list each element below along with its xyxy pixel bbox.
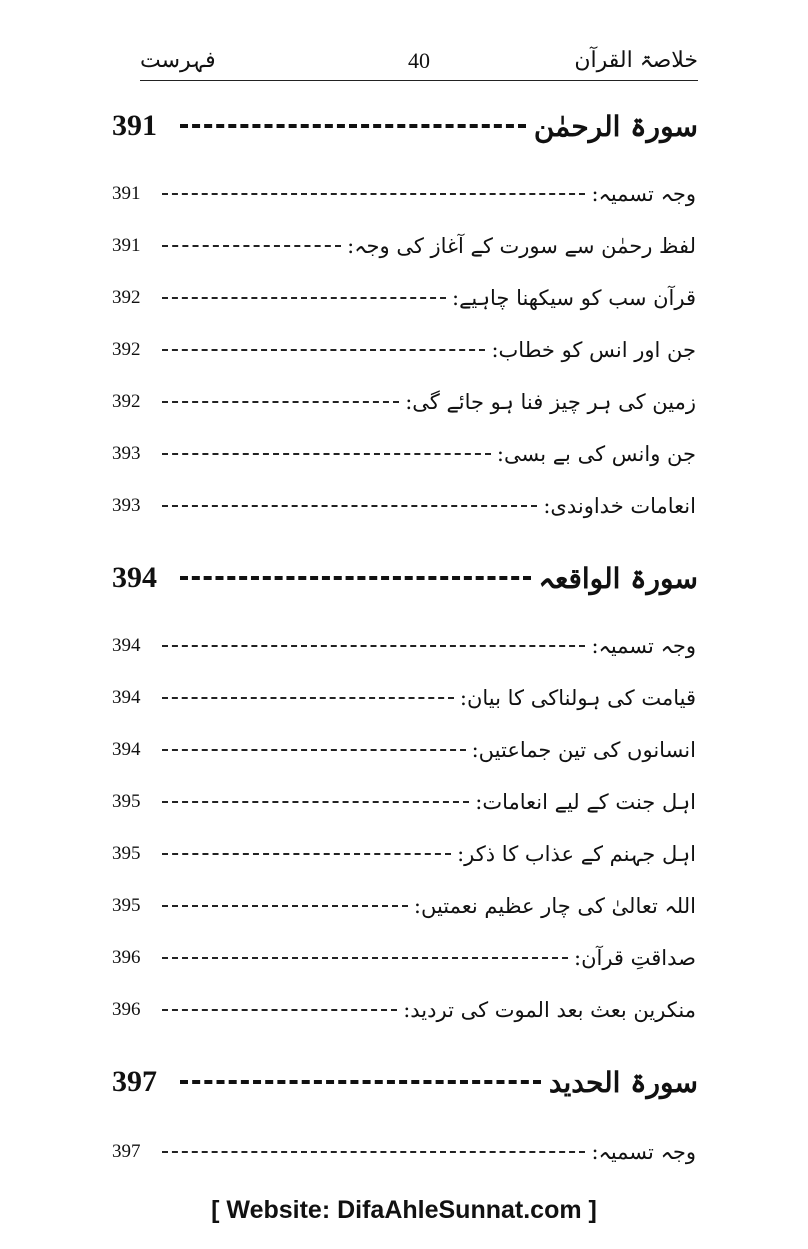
entry-title: اہل جہنم کے عذاب کا ذکر: — [457, 842, 696, 866]
entry-page: 394 — [112, 687, 141, 708]
toc-entry — [112, 626, 696, 666]
leader-dashes — [180, 124, 526, 128]
toc-entry — [112, 678, 696, 718]
entry-page: 392 — [112, 339, 141, 360]
leader-dashes — [162, 297, 446, 299]
toc-entry — [112, 486, 696, 526]
leader-dashes — [162, 905, 408, 907]
leader-dashes — [162, 453, 491, 455]
leader-dashes — [162, 645, 585, 647]
toc-entry — [112, 278, 696, 318]
toc-entry — [112, 938, 696, 978]
entry-title: قرآن سب کو سیکھنا چاہیے: — [452, 286, 696, 310]
entry-title: انسانوں کی تین جماعتیں: — [471, 738, 696, 762]
toc-entry — [112, 886, 696, 926]
leader-dashes — [162, 697, 454, 699]
section-page: 397 — [112, 1065, 157, 1098]
leader-dashes — [162, 853, 451, 855]
leader-dashes — [162, 505, 537, 507]
section-heading — [112, 1058, 698, 1106]
toc-entry — [112, 1132, 696, 1172]
entry-title: وجہ تسمیہ: — [591, 1140, 696, 1164]
entry-page: 395 — [112, 791, 141, 812]
entry-page: 394 — [112, 739, 141, 760]
leader-dashes — [162, 193, 585, 195]
toc-entry — [112, 330, 696, 370]
leader-dashes — [162, 749, 466, 751]
entry-title: لفظ رحمٰن سے سورت کے آغاز کی وجہ: — [347, 234, 696, 258]
entry-title: اللہ تعالیٰ کی چار عظیم نعمتیں: — [413, 894, 696, 918]
entry-page: 392 — [112, 287, 141, 308]
entry-page: 391 — [112, 183, 141, 204]
toc-entry — [112, 382, 696, 422]
header-page-number: 40 — [408, 48, 430, 73]
section-title: سورۃ الرحمٰن — [533, 109, 698, 143]
entry-title: اہل جنت کے لیے انعامات: — [475, 790, 696, 814]
entry-page: 397 — [112, 1141, 141, 1162]
entry-title: قیامت کی ہولناکی کا بیان: — [459, 686, 696, 710]
entry-page: 396 — [112, 947, 141, 968]
entry-page: 392 — [112, 391, 141, 412]
section-page: 391 — [112, 109, 157, 142]
header-section: فہرست — [140, 48, 216, 73]
page-header — [140, 44, 698, 81]
leader-dashes — [162, 401, 399, 403]
entry-page: 394 — [112, 635, 141, 656]
leader-dashes — [162, 957, 568, 959]
leader-dashes — [162, 1151, 585, 1153]
entry-page: 393 — [112, 443, 141, 464]
section-title: سورۃ الواقعہ — [538, 561, 698, 595]
entry-title: انعامات خداوندی: — [543, 494, 696, 518]
entry-title: منکرین بعث بعد الموت کی تردید: — [403, 998, 696, 1022]
toc-entry — [112, 174, 696, 214]
header-book-title: خلاصۃ القرآن — [574, 48, 698, 73]
entry-page: 395 — [112, 843, 141, 864]
entry-title: صداقتِ قرآن: — [574, 946, 696, 970]
toc-entry — [112, 434, 696, 474]
entry-title: جن وانس کی بے بسی: — [496, 442, 696, 466]
entry-page: 391 — [112, 235, 141, 256]
section-title: سورۃ الحدید — [548, 1065, 698, 1099]
section-page: 394 — [112, 561, 157, 594]
toc-entry — [112, 226, 696, 266]
leader-dashes — [162, 349, 485, 351]
entry-title: جن اور انس کو خطاب: — [491, 338, 696, 362]
leader-dashes — [162, 801, 469, 803]
leader-dashes — [162, 1009, 397, 1011]
entry-title: زمین کی ہر چیز فنا ہو جائے گی: — [405, 390, 696, 414]
toc-entry — [112, 834, 696, 874]
section-heading — [112, 102, 698, 150]
toc-entry — [112, 782, 696, 822]
entry-page: 395 — [112, 895, 141, 916]
leader-dashes — [180, 1080, 541, 1084]
leader-dashes — [162, 245, 341, 247]
toc-entry — [112, 990, 696, 1030]
entry-title: وجہ تسمیہ: — [591, 182, 696, 206]
leader-dashes — [180, 576, 531, 580]
toc-entry — [112, 730, 696, 770]
entry-page: 396 — [112, 999, 141, 1020]
website-footer: [ Website: DifaAhleSunnat.com ] — [211, 1196, 597, 1224]
section-heading — [112, 554, 698, 602]
entry-page: 393 — [112, 495, 141, 516]
entry-title: وجہ تسمیہ: — [591, 634, 696, 658]
